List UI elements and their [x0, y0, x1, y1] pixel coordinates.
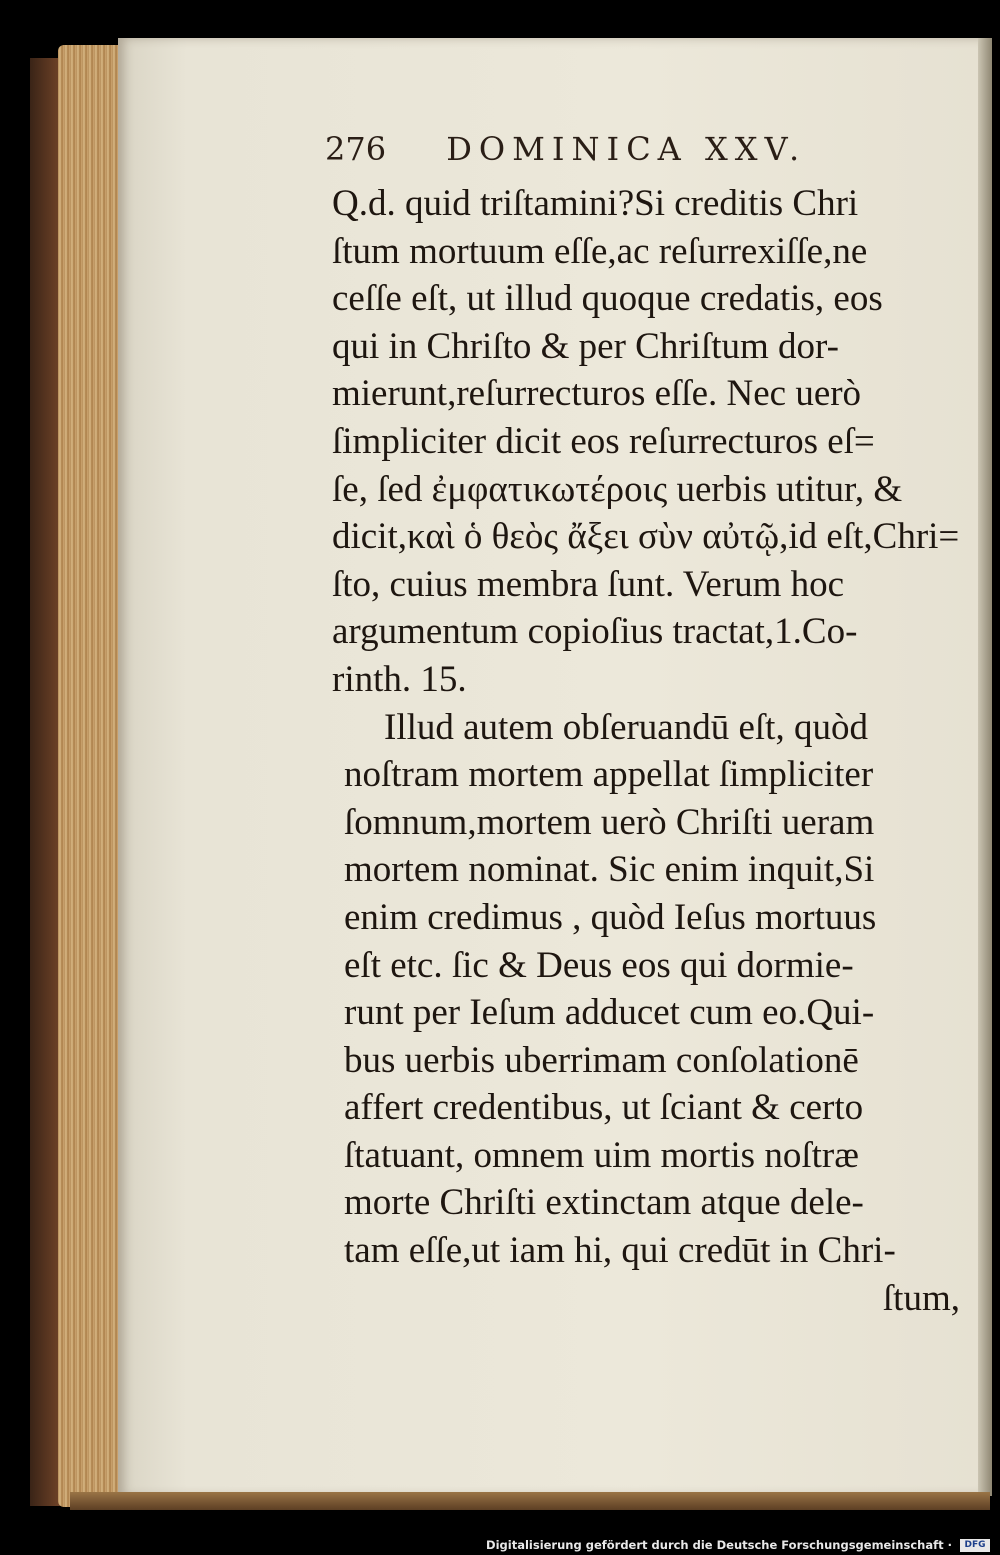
text-line: argumentum copioſius tractat,1.Co-	[332, 611, 858, 653]
text-line: ſtum mortuum eſſe,ac reſurrexiſſe,ne	[332, 230, 868, 272]
text-line: affert credentibus, ut ſciant & certo	[344, 1087, 864, 1129]
text-line: Illud autem obſeruandū eſt, quòd	[384, 706, 868, 748]
page-number: 276	[325, 130, 387, 168]
body-text	[332, 180, 972, 1322]
text-line: qui in Chriſto & per Chriſtum dor-	[332, 325, 839, 367]
text-line: ſto, cuius membra ſunt. Verum hoc	[332, 563, 845, 605]
credit-text: Digitalisierung gefördert durch die Deutsche Forschungsgemeinschaft ·	[486, 1538, 952, 1552]
digitization-credit	[486, 1538, 990, 1552]
book-bottom-edge	[70, 1492, 990, 1510]
text-line: eſt etc. ſic & Deus eos qui dormie-	[344, 944, 854, 986]
text-line: ſomnum,mortem uerò Chriſti ueram	[344, 801, 875, 843]
text-line: bus uerbis uberrimam conſolationē	[344, 1039, 859, 1081]
running-head: DOMINICA XXV.	[446, 130, 807, 168]
page-gutter-edge	[978, 38, 992, 1496]
text-line: noſtram mortem appellat ſimpliciter	[344, 754, 874, 796]
text-line: Q.d. quid triſtamini?Si creditis Chri	[332, 183, 859, 224]
text-line: tam eſſe,ut iam hi, qui credūt in Chri-	[344, 1230, 896, 1272]
text-line: mierunt,reſurrecturos eſſe. Nec uerò	[332, 373, 862, 415]
text-line: rinth. 15.	[332, 658, 467, 700]
dfg-logo: DFG	[960, 1539, 990, 1552]
text-line: mortem nominat. Sic enim inquit,Si	[344, 849, 875, 891]
text-line: ſe, ſed ἐμφατικωτέροις uerbis utitur, &	[332, 468, 903, 510]
text-line: morte Chriſti extinctam atque dele-	[344, 1182, 864, 1224]
text-line: enim credimus , quòd Ieſus mortuus	[344, 896, 877, 938]
text-line: ſimpliciter dicit eos reſurrecturos eſ=	[332, 420, 875, 462]
page-header	[325, 130, 845, 168]
text-line: runt per Ieſum adducet cum eo.Qui-	[344, 992, 875, 1034]
text-line: ceſſe eſt, ut illud quoque credatis, eos	[332, 278, 883, 320]
text-line: dicit,καὶ ὁ θεὸς ἄξει σὺν αὐτῷ,id eſt,Chri=	[332, 516, 960, 558]
catchword: ſtum,	[882, 1277, 960, 1319]
text-line: ſtatuant, omnem uim mortis noſtræ	[344, 1134, 859, 1176]
